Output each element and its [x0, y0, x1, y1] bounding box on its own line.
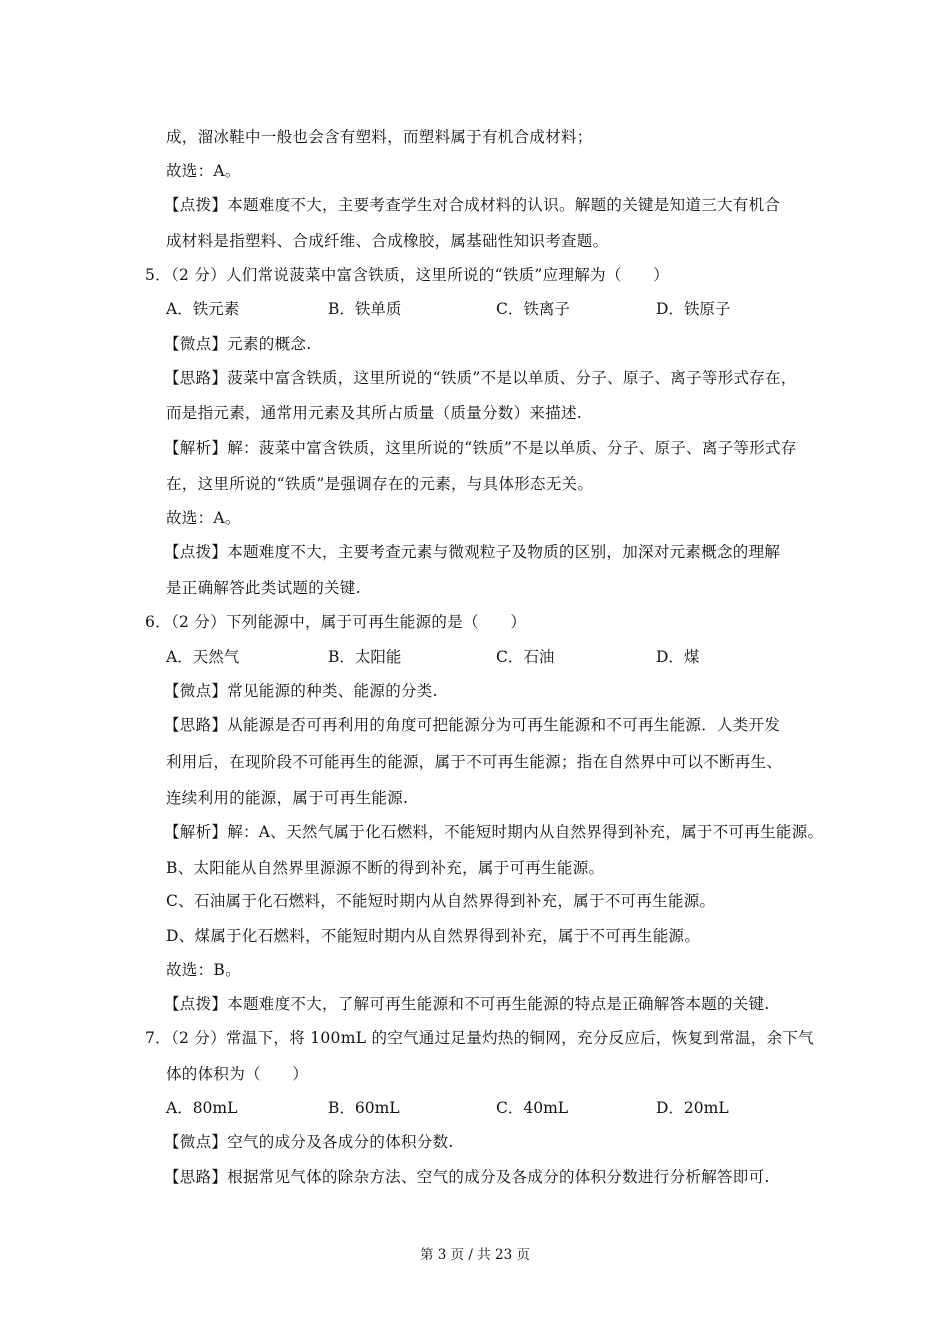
text-line: 【点拨】本题难度不大，主要考查学生对合成材料的认识。解题的关键是知道三大有机合 [164, 196, 781, 214]
text-line: 而是指元素，通常用元素及其所占质量（质量分数）来描述. [166, 404, 583, 422]
text-line: 故选：B。 [166, 961, 241, 979]
text-line: 【思路】菠菜中富含铁质，这里所说的“铁质”不是以单质、分子、原子、离子等形式存在， [164, 369, 797, 387]
page-footer: 第 3 页 / 共 23 页 [419, 1247, 531, 1263]
option-a: A．80mL [166, 1099, 238, 1117]
option-c: C．40mL [496, 1099, 569, 1117]
option-c: C．石油 [496, 648, 555, 666]
option-c: C．铁离子 [496, 300, 570, 318]
text-line: B、太阳能从自然界里源源不断的得到补充，属于可再生能源。 [166, 859, 605, 877]
option-d: D．煤 [656, 648, 700, 666]
text-line: 【思路】根据常见气体的除杂方法、空气的成分及各成分的体积分数进行分析解答即可. [164, 1168, 770, 1186]
text-line: 【解析】解：A、天然气属于化石燃料，不能短时期内从自然界得到补充，属于不可再生能源。 [164, 823, 824, 841]
question-6: 6．（2 分）下列能源中，属于可再生能源的是（ ） [145, 613, 527, 631]
text-line: 成材料是指塑料、合成纤维、合成橡胶，属基础性知识考查题。 [166, 232, 609, 250]
option-a: A．天然气 [166, 648, 240, 666]
text-line: 【微点】常见能源的种类、能源的分类. [164, 682, 438, 700]
option-d: D．铁原子 [656, 300, 731, 318]
text-line: 利用后，在现阶段不可能再生的能源，属于不可再生能源；指在自然界中可以不断再生、 [166, 753, 783, 771]
text-line: 【微点】空气的成分及各成分的体积分数. [164, 1133, 454, 1151]
option-b: B．太阳能 [328, 648, 402, 666]
text-line: 【解析】解：菠菜中富含铁质，这里所说的“铁质”不是以单质、分子、原子、离子等形式存 [164, 439, 797, 457]
option-b: B．60mL [328, 1099, 400, 1117]
text-line: 故选：A。 [166, 162, 241, 180]
text-line: 【点拨】本题难度不大，主要考查元素与微观粒子及物质的区别，加深对元素概念的理解 [164, 543, 781, 561]
text-line: 成，溜冰鞋中一般也会含有塑料，而塑料属于有机合成材料； [166, 128, 593, 146]
text-line: 【点拨】本题难度不大，了解可再生能源和不可再生能源的特点是正确解答本题的关键. [164, 995, 770, 1013]
option-b: B．铁单质 [328, 300, 402, 318]
text-line: 在，这里所说的“铁质”是强调存在的元素，与具体形态无关。 [166, 475, 594, 493]
text-line: C、石油属于化石燃料，不能短时期内从自然界得到补充，属于不可再生能源。 [166, 892, 716, 910]
option-a: A．铁元素 [166, 300, 240, 318]
text-line: D、煤属于化石燃料，不能短时期内从自然界得到补充，属于不可再生能源。 [166, 927, 701, 945]
question-5: 5．（2 分）人们常说菠菜中富含铁质，这里所说的“铁质”应理解为（ ） [145, 266, 670, 284]
option-d: D．20mL [656, 1099, 729, 1117]
text-line: 【微点】元素的概念. [164, 335, 312, 353]
text-line: 体的体积为（ ） [166, 1065, 309, 1083]
text-line: 是正确解答此类试题的关键. [166, 579, 361, 597]
question-7: 7．（2 分）常温下，将 100mL 的空气通过足量灼热的铜网，充分反应后，恢复到常温，余下气 [145, 1029, 814, 1047]
text-line: 连续利用的能源，属于可再生能源. [166, 789, 409, 807]
text-line: 【思路】从能源是否可再利用的角度可把能源分为可再生能源和不可再生能源．人类开发 [164, 716, 781, 734]
text-line: 故选：A。 [166, 509, 241, 527]
